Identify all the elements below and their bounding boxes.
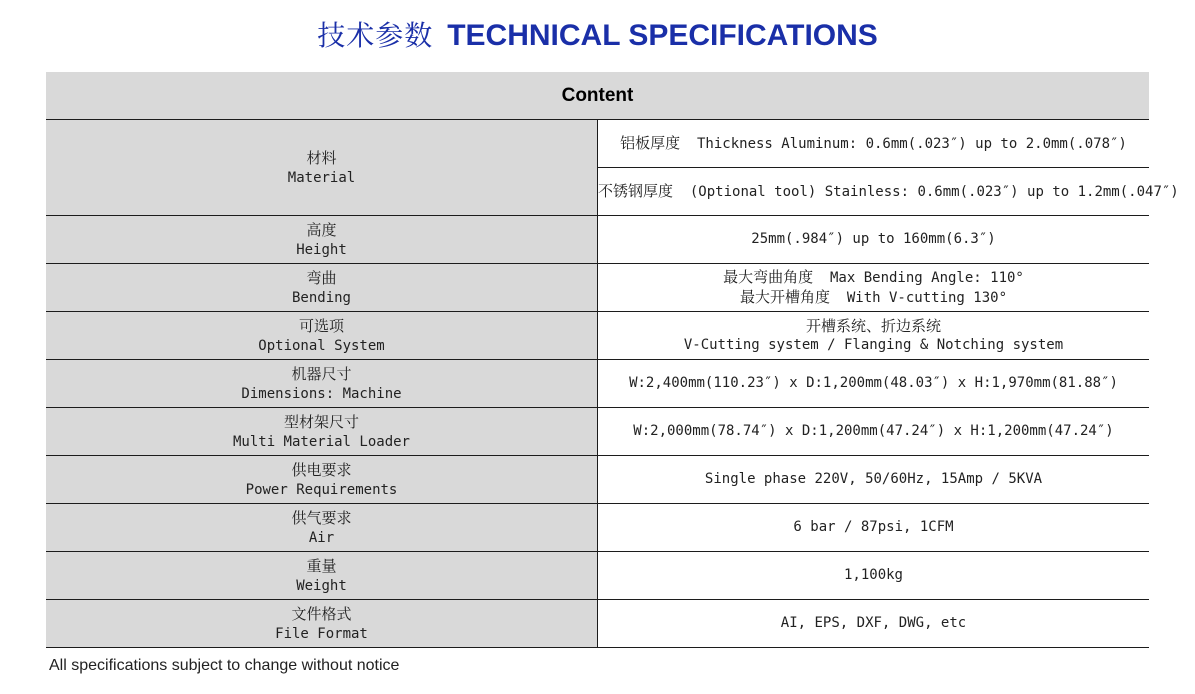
label-loader-cn: 型材架尺寸 [283,412,359,431]
table-row-material-aluminum [46,120,1149,168]
value-bending-line2 [598,288,1149,308]
value-height: 25mm(.984″) up to 160mm(6.3″) [598,216,1150,264]
table-row-dimensions [46,360,1149,408]
label-bending [46,264,598,312]
label-air-en: Air [308,529,335,546]
table-header-row [46,72,1149,120]
value-loader: W:2,000mm(78.74″) x D:1,200mm(47.24″) x H:1,200mm(47.24″) [598,408,1150,456]
label-material-en: Material [287,169,356,186]
table-row-loader [46,408,1149,456]
table-row-power [46,456,1149,504]
value-material-aluminum [598,120,1150,168]
label-power [46,456,598,504]
value-bending-line1 [598,268,1149,288]
label-loader-en: Multi Material Loader [232,433,410,450]
label-power-cn: 供电要求 [291,460,352,479]
table-header: Content [46,72,1149,120]
label-power-en: Power Requirements [245,481,398,498]
label-format-cn: 文件格式 [291,604,352,623]
value-stainless-en: (Optional tool) Stainless: 0.6mm(.023″) up to 1.2mm(.047″) [689,183,1179,200]
spec-table [46,72,1179,648]
label-air-cn: 供气要求 [291,508,352,527]
page-title-cn: 技术参数 [317,19,434,52]
label-bending-en: Bending [291,289,351,306]
label-dimensions-cn: 机器尺寸 [291,364,352,383]
label-air [46,504,598,552]
value-format: AI, EPS, DXF, DWG, etc [598,600,1150,648]
table-row-air [46,504,1149,552]
table-row-optional [46,312,1149,360]
value-bending [598,264,1150,312]
value-stainless-cn: 不锈钢厚度 [598,181,674,200]
table-row-format [46,600,1149,648]
label-optional [46,312,598,360]
value-air: 6 bar / 87psi, 1CFM [598,504,1150,552]
label-optional-cn: 可选项 [298,316,344,335]
value-aluminum-en: Thickness Aluminum: 0.6mm(.023″) up to 2.0mm(.078″) [697,135,1127,152]
label-height-en: Height [296,241,347,258]
table-row-height [46,216,1149,264]
value-bending-line2-cn: 最大开槽角度 [739,287,830,306]
label-optional-en: Optional System [258,337,385,354]
label-weight-cn: 重量 [306,556,337,575]
label-height-cn: 高度 [306,220,337,239]
label-dimensions [46,360,598,408]
value-aluminum-cn: 铝板厚度 [620,133,681,152]
value-bending-line1-en: Max Bending Angle: 110° [830,269,1024,286]
value-bending-line1-cn: 最大弯曲角度 [723,267,814,286]
table-row-weight [46,552,1149,600]
value-dimensions: W:2,400mm(110.23″) x D:1,200mm(48.03″) x H:1,970mm(81.88″) [598,360,1150,408]
label-height [46,216,598,264]
value-weight: 1,100kg [598,552,1150,600]
footer-note: All specifications subject to change without notice [49,657,400,674]
value-power: Single phase 220V, 50/60Hz, 15Amp / 5KVA [598,456,1150,504]
value-optional-en: V-Cutting system / Flanging & Notching system [683,336,1064,353]
label-dimensions-en: Dimensions: Machine [241,385,402,402]
label-material-cn: 材料 [306,148,337,167]
label-weight-en: Weight [296,577,347,594]
value-material-stainless [598,168,1179,216]
value-optional [598,312,1150,360]
value-optional-cn: 开槽系统、折边系统 [805,316,941,335]
value-bending-line2-en: With V-cutting 130° [846,289,1008,306]
page-title-en: TECHNICAL SPECIFICATIONS [447,19,878,52]
label-material [46,120,598,216]
label-bending-cn: 弯曲 [306,268,337,287]
page-title [0,14,1195,63]
label-format-en: File Format [275,625,368,642]
label-format [46,600,598,648]
label-weight [46,552,598,600]
table-row-bending [46,264,1149,312]
label-loader [46,408,598,456]
